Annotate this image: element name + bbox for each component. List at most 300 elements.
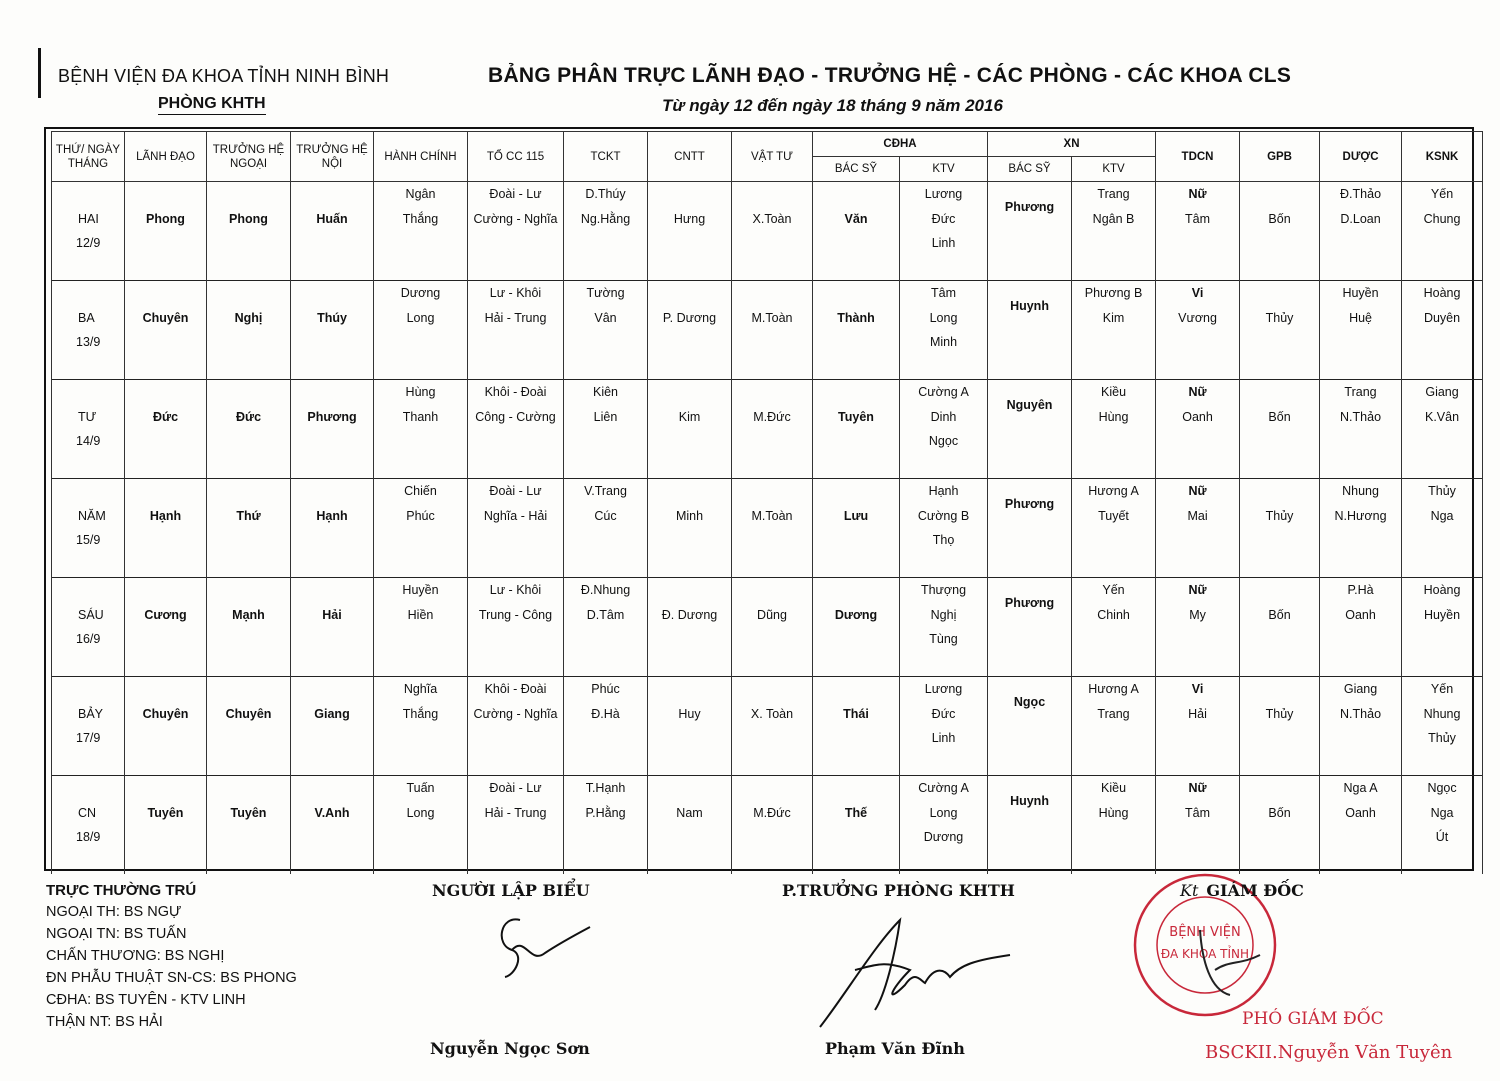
- schedule-cell-gpb: [1240, 825, 1320, 850]
- schedule-cell-duoc: Nhung: [1320, 479, 1402, 504]
- schedule-cell-lanh-dao: [125, 726, 207, 751]
- schedule-cell-noi: Hải: [291, 603, 374, 628]
- schedule-cell-vat-tu: M.Đức: [732, 405, 813, 430]
- schedule-day-cell: [52, 677, 125, 702]
- schedule-cell-hanh-chinh: Thắng: [374, 702, 468, 727]
- schedule-cell-duoc: Oanh: [1320, 801, 1402, 826]
- schedule-cell-tckt: [564, 355, 648, 380]
- schedule-cell-to-cc: Cường - Nghĩa: [468, 207, 564, 232]
- schedule-cell-to-cc: [468, 553, 564, 578]
- schedule-cell-vat-tu: M.Đức: [732, 801, 813, 826]
- schedule-cell-ngoai: [207, 627, 291, 652]
- schedule-cell-cdha-ktv: Ngọc: [900, 429, 988, 454]
- preparer-name: Nguyễn Ngọc Sơn: [430, 1039, 590, 1058]
- schedule-cell-xn-ktv: [1072, 231, 1156, 256]
- schedule-cell-vat-tu: [732, 281, 813, 306]
- schedule-cell-noi: Phương: [291, 405, 374, 430]
- col-truong-he-ngoai: TRƯỞNG HỆ NGOẠI: [207, 132, 291, 182]
- schedule-cell-to-cc: [468, 429, 564, 454]
- schedule-cell-cdha-ktv: Dinh: [900, 405, 988, 430]
- col-day: THỨ/ NGÀY THÁNG: [52, 132, 125, 182]
- schedule-cell-hanh-chinh: Dương: [374, 281, 468, 306]
- col-xn-ktv: KTV: [1072, 157, 1156, 182]
- schedule-cell-to-cc: [468, 726, 564, 751]
- schedule-day-cell: BẢY: [52, 702, 125, 727]
- schedule-cell-hanh-chinh: [374, 627, 468, 652]
- schedule-row: [52, 528, 1483, 553]
- preparer-title: NGƯỜI LẬP BIỂU: [432, 881, 590, 900]
- schedule-cell-duoc: [1320, 454, 1402, 479]
- schedule-cell-tckt: [564, 528, 648, 553]
- schedule-row: [52, 207, 1483, 232]
- schedule-cell-gpb: [1240, 330, 1320, 355]
- schedule-cell-cntt: [648, 429, 732, 454]
- schedule-day-cell: 15/9: [52, 528, 125, 553]
- schedule-cell-duoc: N.Thảo: [1320, 405, 1402, 430]
- schedule-cell-tdcn: Vi: [1156, 281, 1240, 306]
- schedule-cell-duoc: [1320, 627, 1402, 652]
- schedule-cell-cdha-ktv: Tùng: [900, 627, 988, 652]
- schedule-cell-xn-bs: [988, 528, 1072, 553]
- schedule-row: [52, 355, 1483, 380]
- schedule-cell-noi: [291, 330, 374, 355]
- schedule-cell-noi: [291, 553, 374, 578]
- schedule-cell-xn-ktv: [1072, 330, 1156, 355]
- schedule-cell-vat-tu: [732, 380, 813, 405]
- schedule-cell-ngoai: Thứ: [207, 504, 291, 529]
- schedule-cell-cdha-ktv: [900, 652, 988, 677]
- schedule-row: [52, 504, 1483, 529]
- schedule-cell-vat-tu: [732, 578, 813, 603]
- schedule-cell-ngoai: [207, 330, 291, 355]
- schedule-row: [52, 306, 1483, 331]
- schedule-cell-tdcn: Nữ: [1156, 578, 1240, 603]
- schedule-cell-xn-bs: [988, 231, 1072, 256]
- schedule-cell-tckt: [564, 726, 648, 751]
- schedule-cell-to-cc: Đoài - Lư: [468, 776, 564, 801]
- schedule-cell-ksnk: Nga: [1402, 801, 1483, 826]
- schedule-cell-xn-bs: Phương: [988, 182, 1072, 232]
- schedule-cell-lanh-dao: [125, 751, 207, 776]
- schedule-cell-xn-ktv: [1072, 652, 1156, 677]
- schedule-cell-cntt: [648, 182, 732, 207]
- schedule-cell-gpb: [1240, 281, 1320, 306]
- schedule-cell-gpb: [1240, 776, 1320, 801]
- schedule-cell-cdha-bs: [813, 330, 900, 355]
- schedule-cell-lanh-dao: Chuyên: [125, 702, 207, 727]
- schedule-cell-cntt: Kim: [648, 405, 732, 430]
- schedule-cell-to-cc: [468, 825, 564, 850]
- schedule-cell-cdha-bs: [813, 553, 900, 578]
- schedule-cell-noi: [291, 256, 374, 281]
- schedule-cell-duoc: [1320, 751, 1402, 776]
- schedule-row: [52, 553, 1483, 578]
- schedule-cell-hanh-chinh: Hùng: [374, 380, 468, 405]
- schedule-cell-tdcn: Oanh: [1156, 405, 1240, 430]
- duty-schedule-table: [51, 131, 1483, 874]
- schedule-cell-cdha-bs: [813, 281, 900, 306]
- schedule-cell-to-cc: Đoài - Lư: [468, 479, 564, 504]
- schedule-cell-hanh-chinh: [374, 825, 468, 850]
- col-xn-bac-sy: BÁC SỸ: [988, 157, 1072, 182]
- schedule-cell-ksnk: Ngọc: [1402, 776, 1483, 801]
- schedule-cell-tckt: [564, 850, 648, 875]
- schedule-cell-tdcn: Tâm: [1156, 801, 1240, 826]
- schedule-cell-vat-tu: [732, 182, 813, 207]
- schedule-cell-cdha-bs: [813, 528, 900, 553]
- schedule-cell-to-cc: Đoài - Lư: [468, 182, 564, 207]
- schedule-cell-tckt: [564, 429, 648, 454]
- schedule-day-cell: BA: [52, 306, 125, 331]
- schedule-cell-ksnk: [1402, 627, 1483, 652]
- schedule-cell-cntt: Minh: [648, 504, 732, 529]
- schedule-cell-tdcn: Tâm: [1156, 207, 1240, 232]
- schedule-cell-xn-bs: Huynh: [988, 281, 1072, 331]
- schedule-cell-noi: [291, 429, 374, 454]
- schedule-day-cell: NĂM: [52, 504, 125, 529]
- schedule-cell-vat-tu: [732, 355, 813, 380]
- schedule-day-cell: [52, 355, 125, 380]
- schedule-day-cell: 17/9: [52, 726, 125, 751]
- schedule-cell-vat-tu: [732, 429, 813, 454]
- schedule-cell-lanh-dao: [125, 677, 207, 702]
- schedule-cell-xn-ktv: [1072, 553, 1156, 578]
- schedule-cell-cdha-ktv: Hạnh: [900, 479, 988, 504]
- schedule-day-cell: [52, 256, 125, 281]
- schedule-row: [52, 578, 1483, 603]
- schedule-cell-cntt: P. Dương: [648, 306, 732, 331]
- schedule-cell-xn-bs: [988, 553, 1072, 578]
- schedule-cell-noi: [291, 751, 374, 776]
- director-title: Kt GIÁM ĐỐC: [1180, 881, 1304, 900]
- schedule-cell-ngoai: [207, 355, 291, 380]
- schedule-cell-xn-bs: Ngọc: [988, 677, 1072, 727]
- schedule-cell-cdha-bs: Thế: [813, 801, 900, 826]
- schedule-cell-xn-ktv: Kiều: [1072, 380, 1156, 405]
- schedule-cell-xn-bs: Phương: [988, 578, 1072, 628]
- schedule-cell-vat-tu: [732, 479, 813, 504]
- schedule-cell-ngoai: Chuyên: [207, 702, 291, 727]
- schedule-cell-ksnk: [1402, 231, 1483, 256]
- schedule-cell-cdha-bs: [813, 726, 900, 751]
- schedule-cell-to-cc: Hải - Trung: [468, 801, 564, 826]
- schedule-cell-to-cc: [468, 454, 564, 479]
- schedule-cell-vat-tu: [732, 652, 813, 677]
- schedule-cell-ksnk: Giang: [1402, 380, 1483, 405]
- schedule-cell-to-cc: [468, 256, 564, 281]
- schedule-cell-xn-ktv: Tuyết: [1072, 504, 1156, 529]
- schedule-cell-cntt: [648, 281, 732, 306]
- schedule-cell-duoc: [1320, 256, 1402, 281]
- schedule-cell-xn-ktv: Trang: [1072, 182, 1156, 207]
- schedule-cell-duoc: [1320, 330, 1402, 355]
- schedule-row: [52, 801, 1483, 826]
- schedule-cell-ngoai: [207, 281, 291, 306]
- schedule-cell-ngoai: Mạnh: [207, 603, 291, 628]
- schedule-cell-xn-ktv: [1072, 355, 1156, 380]
- schedule-cell-cdha-ktv: Nghị: [900, 603, 988, 628]
- preparer-signature: [490, 905, 600, 985]
- schedule-cell-xn-bs: [988, 256, 1072, 281]
- resident-duty-title: TRỰC THƯỜNG TRÚ: [46, 882, 197, 899]
- schedule-cell-vat-tu: [732, 256, 813, 281]
- schedule-cell-noi: [291, 281, 374, 306]
- schedule-cell-to-cc: [468, 850, 564, 875]
- schedule-cell-hanh-chinh: Chiến: [374, 479, 468, 504]
- schedule-cell-cdha-ktv: Linh: [900, 726, 988, 751]
- schedule-cell-tckt: Tường: [564, 281, 648, 306]
- schedule-row: [52, 702, 1483, 727]
- schedule-cell-cdha-ktv: Dương: [900, 825, 988, 850]
- schedule-cell-to-cc: Trung - Công: [468, 603, 564, 628]
- schedule-cell-cdha-bs: Văn: [813, 207, 900, 232]
- schedule-cell-tdcn: [1156, 256, 1240, 281]
- schedule-cell-tdcn: Nữ: [1156, 479, 1240, 504]
- director-title-prefix: Kt: [1180, 881, 1199, 900]
- schedule-cell-xn-bs: [988, 454, 1072, 479]
- schedule-row: [52, 776, 1483, 801]
- schedule-cell-lanh-dao: [125, 429, 207, 454]
- schedule-cell-cdha-ktv: [900, 256, 988, 281]
- resident-duty-item: ĐN PHẪU THUẬT SN-CS: BS PHONG: [46, 970, 297, 986]
- schedule-day-cell: 12/9: [52, 231, 125, 256]
- schedule-cell-cdha-ktv: Đức: [900, 702, 988, 727]
- schedule-cell-vat-tu: [732, 850, 813, 875]
- schedule-cell-cdha-bs: [813, 776, 900, 801]
- schedule-cell-hanh-chinh: Ngân: [374, 182, 468, 207]
- schedule-cell-vat-tu: [732, 231, 813, 256]
- schedule-row: [52, 751, 1483, 776]
- schedule-cell-gpb: [1240, 627, 1320, 652]
- schedule-cell-cntt: [648, 850, 732, 875]
- schedule-cell-ngoai: [207, 776, 291, 801]
- schedule-cell-noi: [291, 776, 374, 801]
- schedule-cell-cdha-bs: [813, 677, 900, 702]
- schedule-cell-to-cc: Nghĩa - Hải: [468, 504, 564, 529]
- schedule-cell-cntt: [648, 355, 732, 380]
- schedule-cell-cntt: [648, 330, 732, 355]
- schedule-cell-xn-ktv: Hùng: [1072, 405, 1156, 430]
- schedule-row: [52, 603, 1483, 628]
- schedule-cell-noi: [291, 578, 374, 603]
- schedule-cell-cdha-bs: [813, 182, 900, 207]
- schedule-cell-tdcn: Vi: [1156, 677, 1240, 702]
- schedule-day-cell: CN: [52, 801, 125, 826]
- schedule-cell-to-cc: [468, 627, 564, 652]
- schedule-cell-xn-bs: Huynh: [988, 776, 1072, 826]
- schedule-cell-tdcn: [1156, 429, 1240, 454]
- col-gpb: GPB: [1240, 132, 1320, 182]
- schedule-cell-to-cc: [468, 231, 564, 256]
- schedule-cell-lanh-dao: [125, 182, 207, 207]
- schedule-cell-ksnk: Yến: [1402, 677, 1483, 702]
- schedule-cell-tdcn: [1156, 330, 1240, 355]
- schedule-cell-xn-bs: [988, 652, 1072, 677]
- schedule-cell-hanh-chinh: Thắng: [374, 207, 468, 232]
- schedule-cell-tdcn: [1156, 825, 1240, 850]
- schedule-cell-hanh-chinh: [374, 231, 468, 256]
- schedule-cell-lanh-dao: [125, 454, 207, 479]
- schedule-cell-hanh-chinh: [374, 256, 468, 281]
- schedule-cell-hanh-chinh: [374, 726, 468, 751]
- schedule-cell-cdha-bs: [813, 380, 900, 405]
- schedule-cell-ksnk: Hoàng: [1402, 281, 1483, 306]
- deputy-head-name: Phạm Văn Đĩnh: [825, 1039, 965, 1058]
- schedule-cell-hanh-chinh: Tuấn: [374, 776, 468, 801]
- schedule-cell-lanh-dao: Tuyên: [125, 801, 207, 826]
- schedule-cell-cntt: [648, 553, 732, 578]
- schedule-cell-cdha-bs: Tuyên: [813, 405, 900, 430]
- schedule-body: [52, 182, 1483, 875]
- schedule-cell-gpb: [1240, 479, 1320, 504]
- schedule-cell-lanh-dao: [125, 380, 207, 405]
- schedule-cell-ngoai: Tuyên: [207, 801, 291, 826]
- schedule-cell-cdha-bs: [813, 231, 900, 256]
- schedule-cell-lanh-dao: [125, 627, 207, 652]
- schedule-cell-xn-bs: [988, 429, 1072, 454]
- schedule-cell-cdha-bs: Lưu: [813, 504, 900, 529]
- schedule-cell-ngoai: [207, 479, 291, 504]
- schedule-row: [52, 281, 1483, 306]
- schedule-cell-cntt: [648, 751, 732, 776]
- schedule-cell-hanh-chinh: [374, 429, 468, 454]
- schedule-cell-cdha-ktv: Thượng: [900, 578, 988, 603]
- schedule-row: [52, 726, 1483, 751]
- schedule-cell-vat-tu: Dũng: [732, 603, 813, 628]
- schedule-day-cell: [52, 776, 125, 801]
- schedule-row: [52, 182, 1483, 207]
- schedule-day-cell: SÁU: [52, 603, 125, 628]
- schedule-cell-hanh-chinh: [374, 528, 468, 553]
- schedule-cell-gpb: [1240, 380, 1320, 405]
- schedule-row: [52, 405, 1483, 430]
- schedule-cell-xn-ktv: Kim: [1072, 306, 1156, 331]
- schedule-cell-to-cc: [468, 355, 564, 380]
- schedule-cell-duoc: [1320, 825, 1402, 850]
- schedule-cell-xn-bs: Phương: [988, 479, 1072, 529]
- schedule-cell-duoc: [1320, 652, 1402, 677]
- schedule-cell-xn-ktv: Hùng: [1072, 801, 1156, 826]
- schedule-day-cell: [52, 850, 125, 875]
- schedule-cell-gpb: [1240, 677, 1320, 702]
- schedule-cell-gpb: [1240, 726, 1320, 751]
- schedule-cell-gpb: [1240, 553, 1320, 578]
- schedule-cell-lanh-dao: [125, 281, 207, 306]
- schedule-cell-cntt: Nam: [648, 801, 732, 826]
- schedule-cell-xn-ktv: Trang: [1072, 702, 1156, 727]
- schedule-cell-gpb: Thủy: [1240, 504, 1320, 529]
- schedule-cell-noi: Huấn: [291, 207, 374, 232]
- schedule-cell-duoc: N.Hương: [1320, 504, 1402, 529]
- schedule-cell-vat-tu: M.Toàn: [732, 504, 813, 529]
- schedule-cell-hanh-chinh: [374, 454, 468, 479]
- department-name: PHÒNG KHTH: [158, 95, 266, 115]
- schedule-cell-lanh-dao: [125, 825, 207, 850]
- schedule-cell-tdcn: [1156, 355, 1240, 380]
- schedule-cell-ksnk: Thủy: [1402, 726, 1483, 751]
- schedule-cell-xn-ktv: Kiều: [1072, 776, 1156, 801]
- schedule-row: [52, 454, 1483, 479]
- schedule-cell-cdha-bs: [813, 850, 900, 875]
- schedule-cell-tckt: [564, 330, 648, 355]
- deputy-head-signature: [815, 915, 1015, 1030]
- schedule-cell-tckt: [564, 627, 648, 652]
- schedule-cell-xn-bs: Nguyên: [988, 380, 1072, 430]
- schedule-cell-tdcn: Nữ: [1156, 182, 1240, 207]
- schedule-cell-ksnk: [1402, 652, 1483, 677]
- schedule-cell-vat-tu: [732, 776, 813, 801]
- vice-director-title: PHÓ GIÁM ĐỐC: [1242, 1009, 1384, 1029]
- schedule-day-cell: [52, 479, 125, 504]
- schedule-cell-hanh-chinh: Huyền: [374, 578, 468, 603]
- schedule-cell-noi: [291, 182, 374, 207]
- resident-duty-item: CHẤN THƯƠNG: BS NGHỊ: [46, 948, 225, 964]
- schedule-cell-gpb: Bốn: [1240, 207, 1320, 232]
- col-hanh-chinh: HÀNH CHÍNH: [374, 132, 468, 182]
- schedule-cell-tckt: [564, 553, 648, 578]
- schedule-cell-ngoai: [207, 553, 291, 578]
- schedule-cell-ngoai: [207, 850, 291, 875]
- schedule-cell-ngoai: [207, 677, 291, 702]
- schedule-cell-tckt: P.Hằng: [564, 801, 648, 826]
- schedule-cell-to-cc: Khôi - Đoài: [468, 380, 564, 405]
- schedule-cell-cdha-bs: [813, 256, 900, 281]
- schedule-cell-cntt: Hưng: [648, 207, 732, 232]
- schedule-cell-duoc: Nga A: [1320, 776, 1402, 801]
- schedule-cell-tckt: Phúc: [564, 677, 648, 702]
- schedule-cell-tdcn: [1156, 652, 1240, 677]
- schedule-cell-vat-tu: [732, 330, 813, 355]
- schedule-cell-noi: [291, 355, 374, 380]
- schedule-cell-duoc: [1320, 850, 1402, 875]
- schedule-cell-tckt: Đ.Nhung: [564, 578, 648, 603]
- schedule-cell-tdcn: [1156, 553, 1240, 578]
- schedule-cell-tckt: [564, 751, 648, 776]
- schedule-cell-tdcn: [1156, 751, 1240, 776]
- schedule-cell-cdha-ktv: [900, 751, 988, 776]
- schedule-cell-ngoai: [207, 429, 291, 454]
- schedule-cell-cdha-ktv: Thọ: [900, 528, 988, 553]
- schedule-cell-cdha-ktv: [900, 355, 988, 380]
- schedule-cell-cdha-bs: [813, 578, 900, 603]
- schedule-cell-vat-tu: [732, 726, 813, 751]
- schedule-row: [52, 825, 1483, 850]
- schedule-cell-xn-bs: [988, 850, 1072, 875]
- schedule-cell-ksnk: K.Vân: [1402, 405, 1483, 430]
- schedule-cell-noi: Giang: [291, 702, 374, 727]
- schedule-day-cell: [52, 751, 125, 776]
- schedule-cell-tckt: D.Thúy: [564, 182, 648, 207]
- schedule-cell-ksnk: Nhung: [1402, 702, 1483, 727]
- schedule-cell-to-cc: Lư - Khôi: [468, 578, 564, 603]
- schedule-row: [52, 627, 1483, 652]
- schedule-cell-ksnk: Hoàng: [1402, 578, 1483, 603]
- schedule-cell-to-cc: [468, 652, 564, 677]
- schedule-cell-cntt: [648, 825, 732, 850]
- schedule-cell-lanh-dao: [125, 553, 207, 578]
- schedule-cell-gpb: Thủy: [1240, 306, 1320, 331]
- schedule-cell-tckt: Ng.Hằng: [564, 207, 648, 232]
- schedule-cell-xn-ktv: Hương A: [1072, 479, 1156, 504]
- schedule-cell-duoc: [1320, 553, 1402, 578]
- resident-duty-item: NGOẠI TH: BS NGỰ: [46, 904, 182, 920]
- schedule-cell-lanh-dao: Đức: [125, 405, 207, 430]
- schedule-cell-duoc: Giang: [1320, 677, 1402, 702]
- schedule-cell-lanh-dao: Chuyên: [125, 306, 207, 331]
- schedule-cell-tckt: Vân: [564, 306, 648, 331]
- schedule-cell-hanh-chinh: Long: [374, 801, 468, 826]
- schedule-cell-gpb: [1240, 751, 1320, 776]
